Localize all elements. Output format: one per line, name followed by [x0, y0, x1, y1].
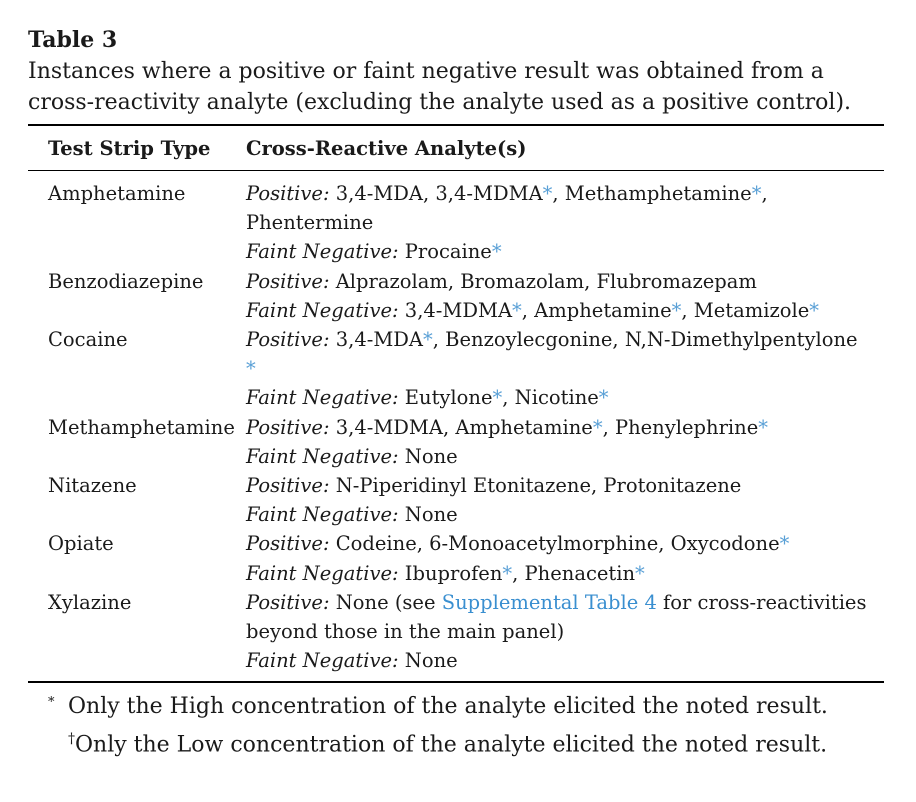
- positive-text: None (see: [335, 590, 442, 614]
- positive-line: [246, 471, 868, 500]
- cross-reactive-analytes: [246, 588, 884, 676]
- positive-text: Alprazolam, Bromazolam, Flubromazepam: [335, 269, 757, 293]
- high-concentration-marker: *: [492, 386, 503, 410]
- positive-line: [246, 588, 868, 646]
- faint-negative-line: [246, 296, 868, 325]
- faint-negative-line: [246, 237, 868, 266]
- header-row: [28, 126, 884, 170]
- cross-reactive-analytes: [246, 413, 884, 471]
- positive-label: Positive:: [246, 532, 330, 556]
- positive-line: [246, 179, 868, 237]
- faint-negative-label: Faint Negative:: [246, 503, 399, 527]
- table-row: [28, 267, 884, 325]
- high-concentration-marker: *: [502, 561, 513, 585]
- high-concentration-marker: *: [779, 532, 790, 556]
- faint-negative-line: [246, 383, 868, 412]
- faint-negative-label: Faint Negative:: [246, 240, 399, 264]
- faint-negative-line: [246, 646, 868, 675]
- table-row: [28, 471, 884, 529]
- faint-negative-line: [246, 442, 868, 471]
- faint-negative-label: Faint Negative:: [246, 561, 399, 585]
- cross-reactive-analytes: [246, 529, 884, 587]
- footnote-low: [28, 723, 884, 761]
- positive-label: Positive:: [246, 269, 330, 293]
- faint-negative-label: Faint Negative:: [246, 444, 399, 468]
- high-concentration-marker: *: [542, 182, 553, 205]
- positive-line: [246, 267, 868, 296]
- test-strip-type: Cocaine: [48, 328, 128, 352]
- cross-reactive-analytes: [246, 325, 884, 413]
- test-strip-type: Amphetamine: [48, 182, 186, 205]
- faint-negative-text: None: [404, 444, 458, 468]
- header-cross-reactive-analytes: Cross-Reactive Analyte(s): [246, 136, 527, 160]
- high-concentration-marker: *: [592, 415, 603, 439]
- test-strip-type: Opiate: [48, 532, 114, 556]
- footnotes: [28, 691, 884, 761]
- table-row: [28, 413, 884, 471]
- faint-negative-text: Procaine*: [404, 240, 502, 264]
- positive-label: Positive:: [246, 590, 330, 614]
- faint-negative-text: Eutylone*, Nicotine*: [404, 386, 609, 410]
- table-row: [28, 325, 884, 413]
- positive-line: [246, 529, 868, 558]
- table-row: [28, 588, 884, 676]
- footnote-symbol-dagger: †: [68, 731, 75, 748]
- high-concentration-marker: *: [751, 182, 762, 205]
- table-row: [28, 529, 884, 587]
- high-concentration-marker: *: [598, 386, 609, 410]
- test-strip-type: Methamphetamine: [48, 415, 235, 439]
- positive-text: Codeine, 6-Monoacetylmorphine, Oxycodone*: [335, 532, 790, 556]
- table-3-container: [28, 26, 884, 762]
- high-concentration-marker: *: [491, 240, 502, 264]
- table-caption: Instances where a positive or faint negative result was obtained from a cross-reactivity analyte (excluding the analyte used as a positive control).: [28, 59, 852, 115]
- positive-label: Positive:: [246, 415, 330, 439]
- positive-label: Positive:: [246, 182, 330, 205]
- faint-negative-text: None: [404, 503, 458, 527]
- high-concentration-marker: *: [635, 561, 645, 585]
- faint-negative-text: Ibuprofen*, Phenacetin*: [404, 561, 645, 585]
- cross-reactive-analytes: [246, 471, 884, 529]
- faint-negative-text: None: [404, 649, 458, 673]
- faint-negative-text: 3,4-MDMA*, Amphetamine*, Metamizole*: [404, 298, 820, 322]
- supplemental-table-link[interactable]: Supplemental Table 4: [441, 590, 657, 614]
- test-strip-type: Benzodiazepine: [48, 269, 204, 293]
- positive-label: Positive:: [246, 328, 330, 352]
- table-body: [28, 171, 884, 681]
- positive-text: 3,4-MDA*, Benzoylecgonine, N,N-Dimethylpentylone *: [246, 328, 858, 381]
- high-concentration-marker: *: [671, 298, 682, 322]
- high-concentration-marker: *: [423, 328, 433, 352]
- footnote-symbol-star: *: [48, 695, 55, 711]
- cross-reactive-analytes: [246, 179, 884, 267]
- faint-negative-label: Faint Negative:: [246, 386, 399, 410]
- cross-reactive-analytes: [246, 267, 884, 325]
- footnote-text: Only the High concentration of the analyte elicited the noted result.: [68, 694, 828, 720]
- footnote-text: Only the Low concentration of the analyte elicited the noted result.: [75, 732, 828, 758]
- positive-text: N-Piperidinyl Etonitazene, Protonitazene: [335, 474, 742, 498]
- table-label: Table 3: [28, 27, 118, 53]
- footnote-high: [28, 691, 884, 723]
- header-test-strip-type: Test Strip Type: [48, 136, 211, 160]
- bottom-rule: [28, 681, 884, 683]
- faint-negative-label: Faint Negative:: [246, 298, 399, 322]
- positive-line: [246, 413, 868, 442]
- positive-line: [246, 325, 868, 383]
- positive-text: 3,4-MDMA, Amphetamine*, Phenylephrine*: [335, 415, 768, 439]
- high-concentration-marker: *: [512, 298, 522, 322]
- positive-label: Positive:: [246, 474, 330, 498]
- positive-text: for cross-reactivities beyond those in the main panel): [246, 590, 867, 644]
- table-row: [28, 179, 884, 267]
- test-strip-type: Xylazine: [48, 590, 132, 614]
- faint-negative-line: [246, 559, 868, 588]
- test-strip-type: Nitazene: [48, 474, 137, 498]
- faint-negative-line: [246, 500, 868, 529]
- faint-negative-label: Faint Negative:: [246, 649, 399, 673]
- high-concentration-marker: *: [246, 357, 256, 381]
- high-concentration-marker: *: [809, 298, 820, 322]
- positive-text: 3,4-MDA, 3,4-MDMA*, Methamphetamine*, Phentermine: [246, 182, 768, 235]
- high-concentration-marker: *: [758, 415, 768, 439]
